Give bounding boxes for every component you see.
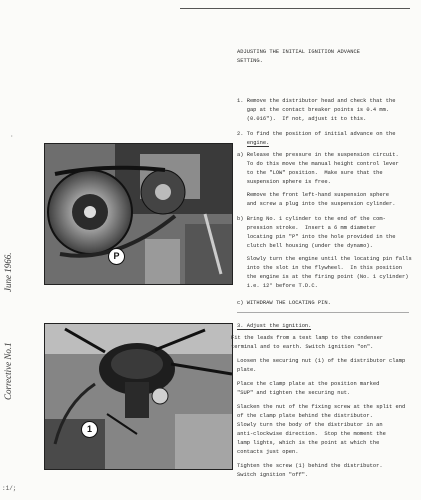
b-line: b) Bring No. 1 cylinder to the end of the com- bbox=[237, 216, 386, 222]
step3-p4: contacts just open. bbox=[237, 449, 299, 455]
a-line: suspension sphere is free. bbox=[237, 179, 331, 185]
b-line: clutch bell housing (under the dynamo). bbox=[237, 243, 373, 249]
margin-correction: Corrective No.1 bbox=[3, 342, 13, 400]
b-line: into the slot in the flywheel. In this position bbox=[237, 265, 402, 271]
step3-p4: Slacken the nut of the fixing screw at the split end bbox=[237, 404, 406, 410]
a-line: Remove the front left-hand suspension sphere bbox=[237, 192, 390, 198]
step3-title-text: 3. Adjust the ignition. bbox=[237, 323, 312, 329]
a-line: a) Release the pressure in the suspension circuit. bbox=[237, 152, 399, 158]
step3-title bbox=[237, 322, 311, 330]
step3-p4: of the clamp plate behind the distributor. bbox=[237, 413, 373, 419]
section-rule bbox=[237, 312, 409, 313]
b-line: i.e. 12° before T.D.C. bbox=[237, 283, 318, 289]
a-line: to the "LOW" position. Make sure that the bbox=[237, 170, 383, 176]
step1-line: gap at the contact breaker points is 0.4 mm. bbox=[237, 107, 390, 113]
securing-nut-marker: 1 bbox=[81, 421, 98, 438]
distributor-photo bbox=[44, 323, 233, 470]
step3-p1: Fit the leads from a test lamp to the condenser bbox=[231, 335, 384, 341]
step3-p3: "SUP" and tighten the securing nut. bbox=[237, 390, 351, 396]
top-rule bbox=[180, 8, 410, 9]
step3-p4: lamp lights, which is the point at which the bbox=[237, 440, 380, 446]
margin-date: June 1966. bbox=[3, 252, 13, 292]
b-line: locating pin "P" into the hole provided in the bbox=[237, 234, 396, 240]
a-line: and screw a plug into the suspension cylinder. bbox=[237, 201, 396, 207]
locating-pin-marker: P bbox=[108, 248, 125, 265]
step3-p5: Switch ignition "off". bbox=[237, 472, 309, 478]
margin-footmark: :1/; bbox=[2, 485, 17, 492]
heading-line-1: ADJUSTING THE INITIAL IGNITION ADVANCE bbox=[237, 49, 360, 55]
b-line: pression stroke. Insert a 6 mm diameter bbox=[237, 225, 377, 231]
step2-title-underlined: engine. bbox=[246, 140, 270, 146]
heading-line-2: SETTING. bbox=[237, 58, 263, 64]
step2-title bbox=[237, 139, 269, 147]
a-line: To do this move the manual height control lever bbox=[237, 161, 399, 167]
step3-p2: Loosen the securing nut (1) of the distributor clamp bbox=[237, 358, 406, 364]
engine-pulley-photo bbox=[44, 143, 233, 285]
step3-p4: anti-clockwise direction. Stop the moment the bbox=[237, 431, 386, 437]
b-line: Slowly turn the engine until the locating pin falls bbox=[237, 256, 412, 262]
c-line: c) WITHDRAW THE LOCATING PIN. bbox=[237, 300, 331, 306]
step3-p1: terminal and to earth. Switch ignition "on". bbox=[231, 344, 374, 350]
step3-p3: Place the clamp plate at the position marked bbox=[237, 381, 380, 387]
margin-tick: · bbox=[10, 133, 14, 140]
step2-title: 2. To find the position of initial advance on the bbox=[237, 131, 396, 137]
b-line: the engine is at the firing point (No. 1 cylinder) bbox=[237, 274, 409, 280]
step3-p2: plate. bbox=[237, 367, 257, 373]
step1-line: (0.016"). If not, adjust it to this. bbox=[237, 116, 367, 122]
step3-p5: Tighten the screw (1) behind the distributor. bbox=[237, 463, 383, 469]
step3-p4: Slowly turn the body of the distributor in an bbox=[237, 422, 383, 428]
step1-line: 1. Remove the distributor head and check that the bbox=[237, 98, 396, 104]
